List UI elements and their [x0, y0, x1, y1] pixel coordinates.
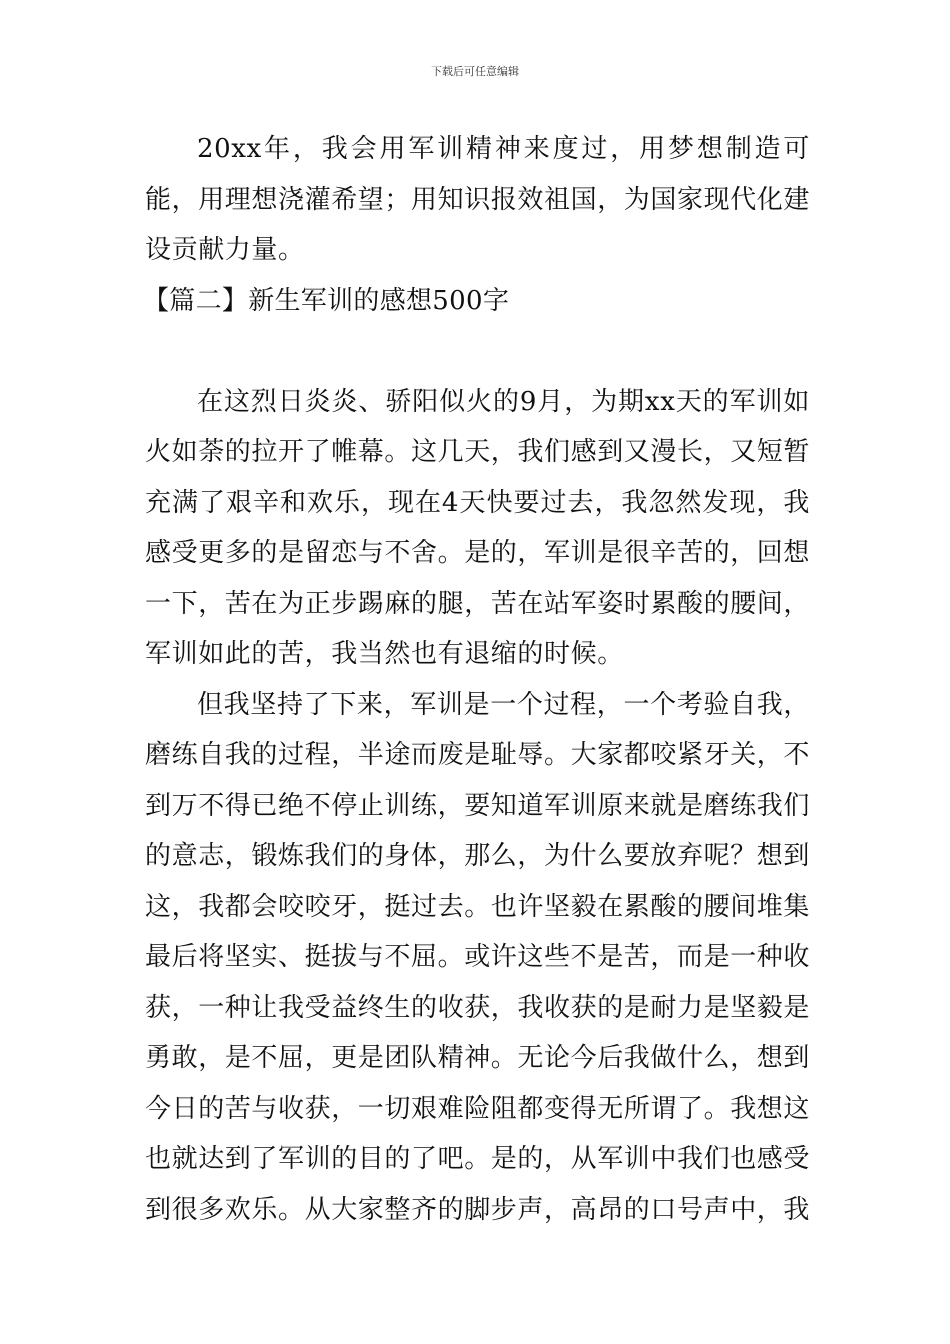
document-body	[145, 124, 810, 1235]
page-header-note: 下载后可任意编辑	[431, 65, 519, 78]
section-heading: 【篇二】新生军训的感想500字	[143, 285, 510, 316]
paragraph-military-training: 在这烈日炎炎、骄阳似火的9月，为期xx天的军训如火如荼的拉开了帷幕。这几天，我们感到又漫长，又短暂充满了艰辛和欢乐，现在4天快要过去，我忽然发现，我感受更多的是留恋与不舍。是的，军训是很辛苦的，回想一下，苦在为正步踢麻的腿，苦在站军姿时累酸的腰间，军训如此的苦，我当然也有退缩的时候。	[145, 386, 811, 669]
blank-line	[145, 326, 810, 377]
paragraph-persistence: 但我坚持了下来，军训是一个过程，一个考验自我，磨练自我的过程，半途而废是耻辱。大家都咬紧牙关，不到万不得已绝不停止训练，要知道军训原来就是磨练我们的意志，锻炼我们的身体，那么，为什么要放弃呢？想到这，我都会咬咬牙，挺过去。也许坚毅在累酸的腰间堆集最后将坚实、挺拔与不屈。或许这些不是苦，而是一种收获，一种让我受益终生的收获，我收获的是耐力是坚毅是勇敢，是不屈，更是团队精神。无论今后我做什么，想到今日的苦与收获，一切艰难险阻都变得无所谓了。我想这也就达到了军训的目的了吧。是的，从军训中我们也感受到很多欢乐。从大家整齐的脚步声，高昂的口号声中，我	[145, 689, 811, 1225]
paragraph-intro: 20xx年，我会用军训精神来度过，用梦想制造可能，用理想浇灌希望；用知识报效祖国，为国家现代化建设贡献力量。	[145, 134, 811, 265]
